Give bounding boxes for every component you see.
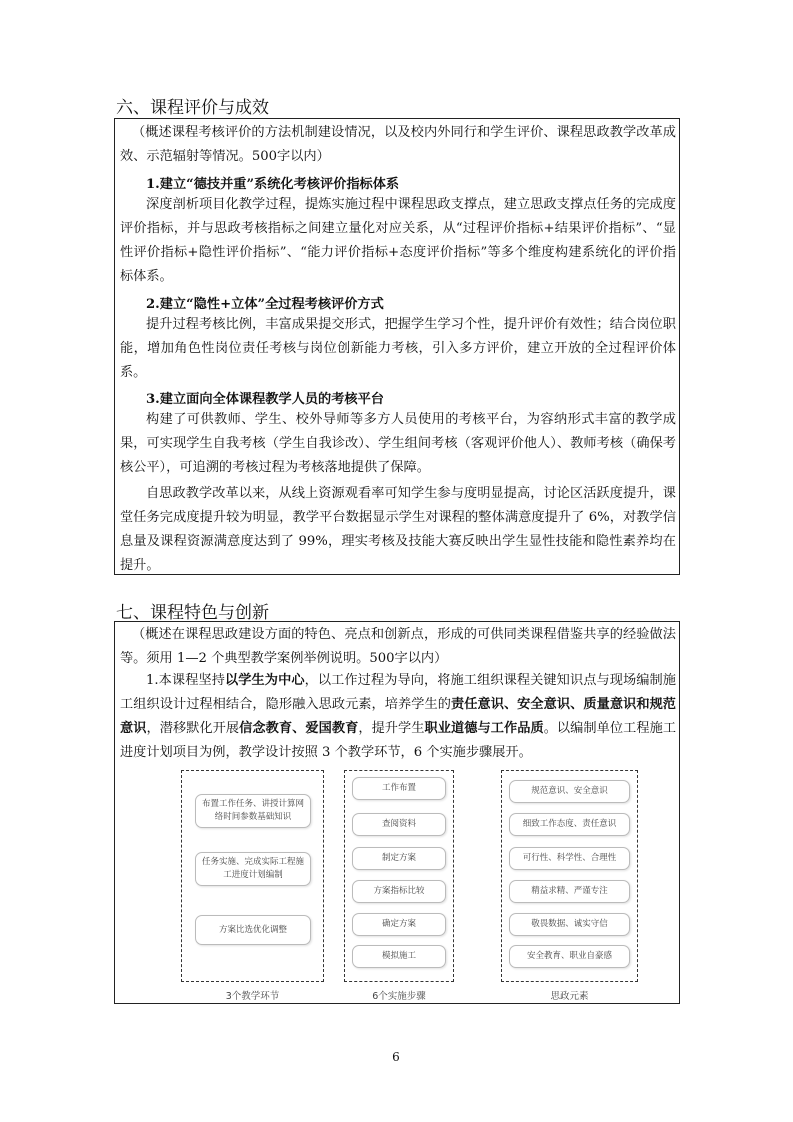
section6-item3-body: 构建了可供教师、学生、校外导师等多方人员使用的考核平台，为容纳形式丰富的教学成果，可实现学生自我考核（学生自我诊改）、学生组间考核（客观评价他人）、教师考核（确保考核公平），可追溯的考核过程为考核落地提供了保障。 [120, 412, 676, 475]
para-text: 1.本课程坚持 [146, 673, 225, 688]
para-emphasis: 信念教育、爱国教育 [239, 721, 359, 736]
ideology-item: 细致工作态度、责任意识 [509, 813, 630, 836]
step-item: 模拟施工 [352, 945, 446, 968]
para-emphasis: 以学生为中心 [225, 673, 305, 688]
ideology-item: 精益求精、严谨专注 [509, 880, 630, 903]
section7-intro: （概述在课程思政建设方面的特色、亮点和创新点，形成的可供同类课程借鉴共享的经验做法等。须用 1—2 个典型教学案例举例说明。500字以内） [120, 627, 676, 666]
ideology-item: 可行性、科学性、合理性 [509, 847, 630, 870]
para-emphasis: 职业道德与工作品质 [424, 721, 544, 736]
teaching-links-caption: 3个教学环节 [225, 991, 280, 1002]
section6-item1-title: 1.建立“德技并重”系统化考核评价指标体系 [146, 177, 400, 192]
ideology-caption: 思政元素 [550, 991, 589, 1002]
page-number: 6 [392, 1050, 400, 1064]
step-item: 查阅资料 [352, 813, 446, 836]
ideology-item: 规范意识、安全意识 [509, 780, 630, 803]
section6-item1-body: 深度剖析项目化教学过程，提炼实施过程中课程思政支撑点，建立思政支撑点任务的完成度评价指标，并与思政考核指标之间建立量化对应关系，从“过程评价指标+结果评价指标”、“显性评价指标+隐性评价指标”、“能力评价指标+态度评价指标”等多个维度构建系统化的评价指标体系。 [120, 197, 676, 284]
section7-paragraph [120, 669, 676, 765]
section6-item2-body: 提升过程考核比例，丰富成果提交形式，把握学生学习个性，提升评价有效性；结合岗位职能，增加角色性岗位责任考核与岗位创新能力考核，引入多方评价，建立开放的全过程评价体系。 [120, 317, 676, 380]
para-text: 。以编制单位工程施工进度计划项目为例，教学设计按照 3 个教学环节，6 个实施步骤展开。 [120, 721, 677, 760]
teaching-link-item: 方案比选优化调整 [195, 915, 311, 945]
section6-summary: 自思政教学改革以来，从线上资源观看率可知学生参与度明显提高，讨论区活跃度提升，课堂任务完成度提升较为明显，教学平台数据显示学生对课程的整体满意度提升了 6%，对教学信息量及课程资源满意度达到了 99%，理实考核及技能大赛反映出学生显性技能和隐性素养均在提升。 [120, 486, 676, 573]
ideology-item: 安全教育、职业自豪感 [509, 945, 630, 968]
steps-caption: 6个实施步骤 [372, 991, 426, 1002]
section6-title: 六、课程评价与成效 [116, 98, 269, 118]
teaching-link-item: 布置工作任务、讲授计算网络时间参数基础知识 [195, 794, 311, 828]
section7-title: 七、课程特色与创新 [116, 603, 269, 623]
step-item: 工作布置 [352, 777, 446, 800]
step-item: 确定方案 [352, 913, 446, 936]
section6-intro: （概述课程考核评价的方法机制建设情况，以及校内外同行和学生评价、课程思政教学改革成效、示范辐射等情况。500字以内） [120, 125, 676, 164]
section6-item3-title: 3.建立面向全体课程教学人员的考核平台 [146, 392, 384, 407]
para-text: ，以工作过程为导向，将施工组织课程关键知识点与现场编制施工组织设计过程相结合，隐形融入思政元素，培养学生的 [120, 673, 676, 712]
para-text: ，提升学生 [358, 721, 425, 736]
step-item: 方案指标比较 [352, 880, 446, 903]
section6-item2-title: 2.建立“隐性+立体”全过程考核评价方式 [146, 297, 384, 312]
step-item: 制定方案 [352, 847, 446, 870]
teaching-link-item: 任务实施、完成实际工程施工进度计划编制 [195, 852, 311, 886]
ideology-item: 敬畏数据、诚实守信 [509, 913, 630, 936]
para-emphasis: 责任意识、安全意识、质量意识和规范意识 [120, 697, 676, 736]
para-text: ，潜移默化开展 [146, 721, 240, 736]
